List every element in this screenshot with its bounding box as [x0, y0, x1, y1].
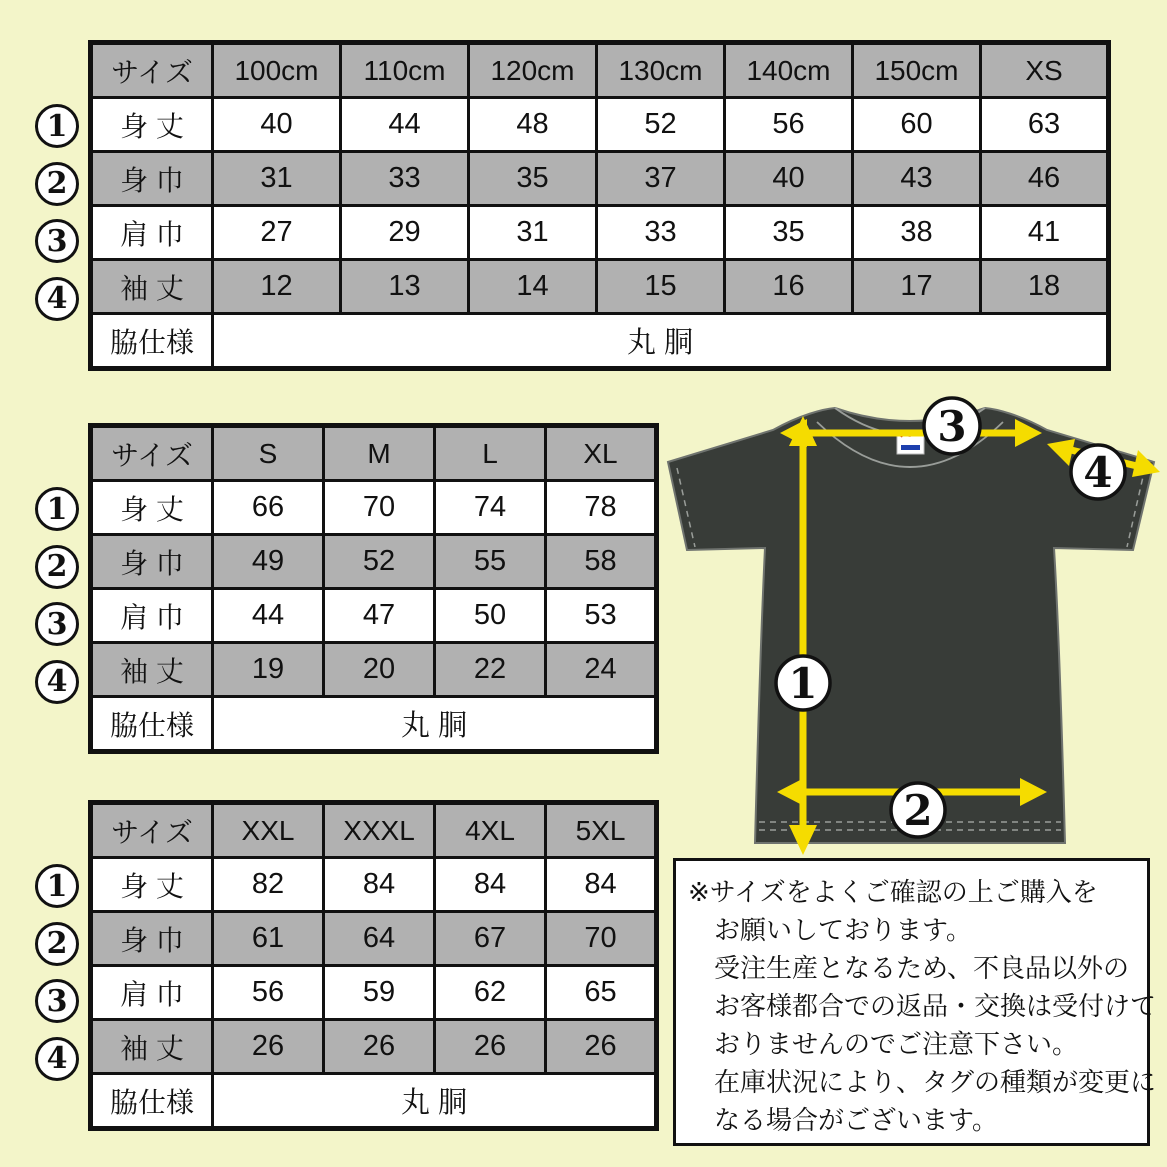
size-value-cell: 74 — [435, 481, 546, 535]
size-value-cell: 33 — [597, 206, 725, 260]
row-label-cell: 肩 巾 — [91, 206, 213, 260]
size-column-header: XXXL — [324, 803, 435, 858]
row-label-cell: 身 丈 — [91, 858, 213, 912]
side-spec-label-cell: 脇仕様 — [91, 314, 213, 369]
size-column-header: 5XL — [546, 803, 657, 858]
marker-2-number: 2 — [903, 786, 933, 835]
row-number-badge: 3 — [35, 219, 79, 263]
size-value-cell: 26 — [324, 1020, 435, 1074]
size-value-cell: 62 — [435, 966, 546, 1020]
size-value-cell: 56 — [213, 966, 324, 1020]
size-column-header: L — [435, 426, 546, 481]
size-column-header: サイズ — [91, 426, 213, 481]
size-value-cell: 26 — [435, 1020, 546, 1074]
size-value-cell: 26 — [213, 1020, 324, 1074]
size-column-header: 140cm — [725, 43, 853, 98]
size-value-cell: 49 — [213, 535, 324, 589]
size-value-cell: 52 — [324, 535, 435, 589]
size-value-cell: 70 — [546, 912, 657, 966]
size-value-cell: 13 — [341, 260, 469, 314]
size-value-cell: 35 — [469, 152, 597, 206]
size-value-cell: 52 — [597, 98, 725, 152]
size-value-cell: 43 — [853, 152, 981, 206]
size-value-cell: 82 — [213, 858, 324, 912]
size-value-cell: 40 — [213, 98, 341, 152]
measurement-row — [91, 481, 657, 535]
size-column-header: XL — [546, 426, 657, 481]
side-spec-value-cell: 丸 胴 — [213, 1074, 657, 1129]
marker-3-number: 3 — [937, 402, 967, 451]
marker-4-number: 4 — [1083, 448, 1113, 497]
xxl-to-5xl-size-table — [88, 800, 659, 1131]
row-label-cell: 身 巾 — [91, 152, 213, 206]
size-value-cell: 84 — [435, 858, 546, 912]
marker-1-number: 1 — [788, 659, 818, 708]
marker-2 — [891, 783, 945, 837]
marker-3 — [924, 398, 980, 454]
size-value-cell: 56 — [725, 98, 853, 152]
size-value-cell: 40 — [725, 152, 853, 206]
row-number-badge: 4 — [35, 1037, 79, 1081]
row-number-badge: 2 — [35, 922, 79, 966]
notice-line: おりませんのでご注意下さい。 — [714, 1029, 1079, 1059]
measurement-row — [91, 589, 657, 643]
size-table-xxl-5xl — [35, 800, 659, 1131]
notice-line: 受注生産となるため、不良品以外の — [714, 953, 1129, 983]
size-value-cell: 61 — [213, 912, 324, 966]
measurement-row — [91, 643, 657, 697]
row-number-badge: 3 — [35, 979, 79, 1023]
measurement-row — [91, 206, 1109, 260]
size-value-cell: 84 — [324, 858, 435, 912]
row-label-cell: 袖 丈 — [91, 1020, 213, 1074]
notice-line: お客様都合での返品・交換は受付けて — [714, 991, 1157, 1021]
size-table-header-row — [91, 426, 657, 481]
row-label-cell: 肩 巾 — [91, 589, 213, 643]
size-column-header: サイズ — [91, 43, 213, 98]
row-label-cell: 身 巾 — [91, 912, 213, 966]
notice-line: お願いしております。 — [714, 915, 972, 945]
side-spec-row — [91, 314, 1109, 369]
side-spec-label-cell: 脇仕様 — [91, 697, 213, 752]
measurement-row — [91, 858, 657, 912]
size-value-cell: 15 — [597, 260, 725, 314]
measurement-row — [91, 535, 657, 589]
size-value-cell: 64 — [324, 912, 435, 966]
row-number-badge: 2 — [35, 162, 79, 206]
row-number-badge: 2 — [35, 545, 79, 589]
size-value-cell: 20 — [324, 643, 435, 697]
size-value-cell: 59 — [324, 966, 435, 1020]
measurement-row — [91, 152, 1109, 206]
notice-box — [673, 858, 1157, 1146]
kids-and-xs-size-table — [88, 40, 1111, 371]
size-value-cell: 44 — [213, 589, 324, 643]
size-value-cell: 29 — [341, 206, 469, 260]
tshirt-diagram-svg — [655, 392, 1167, 862]
notice-line: ※サイズをよくご確認の上ご購入を — [688, 877, 1098, 907]
size-value-cell: 19 — [213, 643, 324, 697]
size-value-cell: 60 — [853, 98, 981, 152]
row-label-cell: 身 丈 — [91, 98, 213, 152]
row-label-cell: 身 丈 — [91, 481, 213, 535]
size-value-cell: 70 — [324, 481, 435, 535]
s-to-xl-size-table — [88, 423, 659, 754]
marker-4 — [1071, 445, 1125, 499]
size-column-header: 130cm — [597, 43, 725, 98]
size-value-cell: 41 — [981, 206, 1109, 260]
size-column-header: 150cm — [853, 43, 981, 98]
size-column-header: 100cm — [213, 43, 341, 98]
size-value-cell: 47 — [324, 589, 435, 643]
size-value-cell: 17 — [853, 260, 981, 314]
measurement-row — [91, 912, 657, 966]
size-value-cell: 14 — [469, 260, 597, 314]
size-value-cell: 53 — [546, 589, 657, 643]
size-value-cell: 38 — [853, 206, 981, 260]
size-value-cell: 50 — [435, 589, 546, 643]
side-spec-label-cell: 脇仕様 — [91, 1074, 213, 1129]
notice-line: なる場合がございます。 — [714, 1105, 998, 1135]
size-value-cell: 33 — [341, 152, 469, 206]
size-value-cell: 78 — [546, 481, 657, 535]
size-column-header: 110cm — [341, 43, 469, 98]
row-label-cell: 身 巾 — [91, 535, 213, 589]
size-column-header: M — [324, 426, 435, 481]
side-spec-value-cell: 丸 胴 — [213, 314, 1109, 369]
row-number-badge: 3 — [35, 602, 79, 646]
size-value-cell: 65 — [546, 966, 657, 1020]
row-number-badge: 1 — [35, 864, 79, 908]
size-column-header: XS — [981, 43, 1109, 98]
size-value-cell: 67 — [435, 912, 546, 966]
size-table-kids-xs — [35, 40, 1111, 371]
row-label-cell: 袖 丈 — [91, 260, 213, 314]
size-value-cell: 63 — [981, 98, 1109, 152]
size-column-header: XXL — [213, 803, 324, 858]
measurement-row — [91, 260, 1109, 314]
tshirt-measurement-diagram — [655, 392, 1167, 862]
notice-line: 在庫状況により、タグの種類が変更に — [714, 1067, 1157, 1097]
size-value-cell: 46 — [981, 152, 1109, 206]
size-value-cell: 44 — [341, 98, 469, 152]
size-value-cell: 31 — [469, 206, 597, 260]
size-value-cell: 26 — [546, 1020, 657, 1074]
row-number-badge: 4 — [35, 277, 79, 321]
size-value-cell: 37 — [597, 152, 725, 206]
size-value-cell: 16 — [725, 260, 853, 314]
measurement-row — [91, 966, 657, 1020]
size-value-cell: 27 — [213, 206, 341, 260]
size-value-cell: 18 — [981, 260, 1109, 314]
size-table-header-row — [91, 803, 657, 858]
measurement-row — [91, 1020, 657, 1074]
size-value-cell: 12 — [213, 260, 341, 314]
size-column-header: S — [213, 426, 324, 481]
size-value-cell: 22 — [435, 643, 546, 697]
size-value-cell: 48 — [469, 98, 597, 152]
size-table-header-row — [91, 43, 1109, 98]
size-value-cell: 31 — [213, 152, 341, 206]
size-table-s-xl — [35, 423, 659, 754]
row-label-cell: 袖 丈 — [91, 643, 213, 697]
side-spec-row — [91, 697, 657, 752]
size-value-cell: 66 — [213, 481, 324, 535]
measurement-row — [91, 98, 1109, 152]
size-value-cell: 35 — [725, 206, 853, 260]
size-value-cell: 58 — [546, 535, 657, 589]
row-number-badge: 4 — [35, 660, 79, 704]
size-value-cell: 55 — [435, 535, 546, 589]
row-number-badge: 1 — [35, 104, 79, 148]
size-value-cell: 84 — [546, 858, 657, 912]
row-label-cell: 肩 巾 — [91, 966, 213, 1020]
size-column-header: サイズ — [91, 803, 213, 858]
row-number-badge: 1 — [35, 487, 79, 531]
size-column-header: 4XL — [435, 803, 546, 858]
side-spec-value-cell: 丸 胴 — [213, 697, 657, 752]
size-value-cell: 24 — [546, 643, 657, 697]
marker-1 — [776, 656, 830, 710]
size-column-header: 120cm — [469, 43, 597, 98]
side-spec-row — [91, 1074, 657, 1129]
